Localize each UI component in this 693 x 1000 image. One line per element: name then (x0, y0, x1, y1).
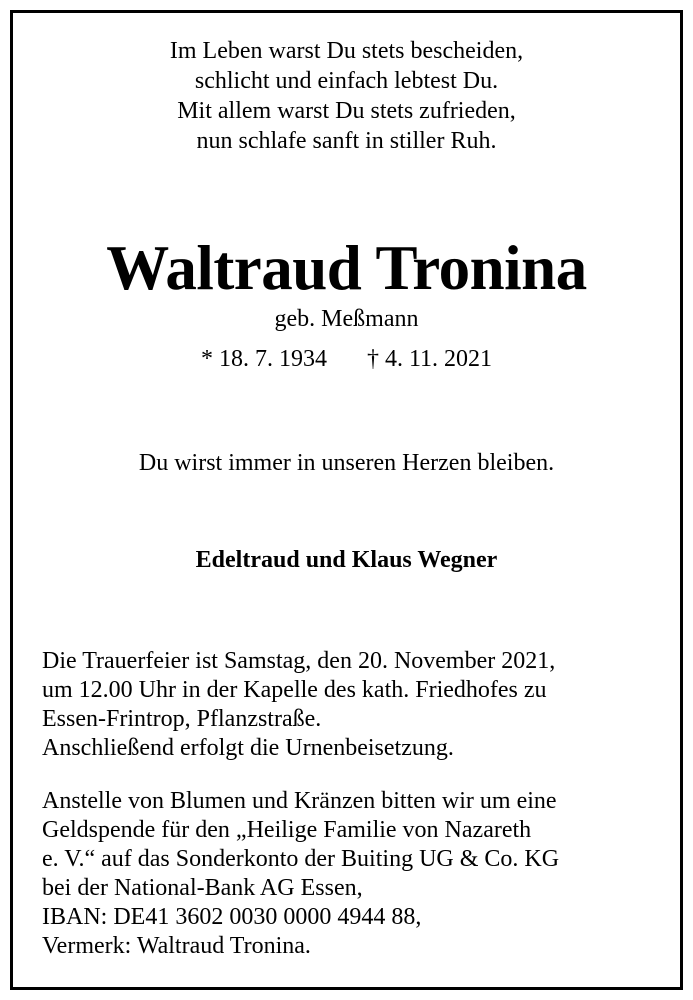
maiden-name: geb. Meßmann (274, 306, 419, 332)
donation-line: Geldspende für den „Heilige Familie von Nazareth (42, 817, 532, 843)
service-line: um 12.00 Uhr in der Kapelle des kath. Friedhofes zu (42, 677, 547, 703)
poem-line: nun schlafe sanft in stiller Ruh. (196, 128, 497, 154)
life-dates (0, 344, 693, 374)
deceased-name: Waltraud Tronina (106, 233, 587, 303)
service-line: Anschließend erfolgt die Urnenbeisetzung. (42, 735, 454, 761)
donation-line: e. V.“ auf das Sonderkonto der Buiting UG & Co. KG (42, 846, 560, 872)
birth-date: * 18. 7. 1934 (200, 346, 327, 372)
poem-line: schlicht und einfach lebtest Du. (194, 68, 499, 94)
death-date: † 4. 11. 2021 (366, 346, 493, 372)
reference-line: Vermerk: Waltraud Tronina. (42, 933, 311, 959)
donation-info (42, 787, 672, 961)
donation-line: bei der National-Bank AG Essen, (42, 875, 363, 901)
poem-line: Mit allem warst Du stets zufrieden, (177, 98, 516, 124)
iban-line: IBAN: DE41 3602 0030 0000 4944 88, (42, 904, 422, 930)
service-line: Die Trauerfeier ist Samstag, den 20. November 2021, (42, 648, 556, 674)
funeral-service-info (42, 647, 672, 763)
memorial-poem (0, 36, 693, 156)
donation-line: Anstelle von Blumen und Kränzen bitten wir um eine (42, 788, 557, 814)
service-line: Essen-Frintrop, Pflanzstraße. (42, 706, 322, 732)
mourners-names: Edeltraud und Klaus Wegner (195, 547, 498, 573)
memorial-motto: Du wirst immer in unseren Herzen bleiben. (138, 450, 555, 476)
poem-line: Im Leben warst Du stets bescheiden, (169, 38, 524, 64)
